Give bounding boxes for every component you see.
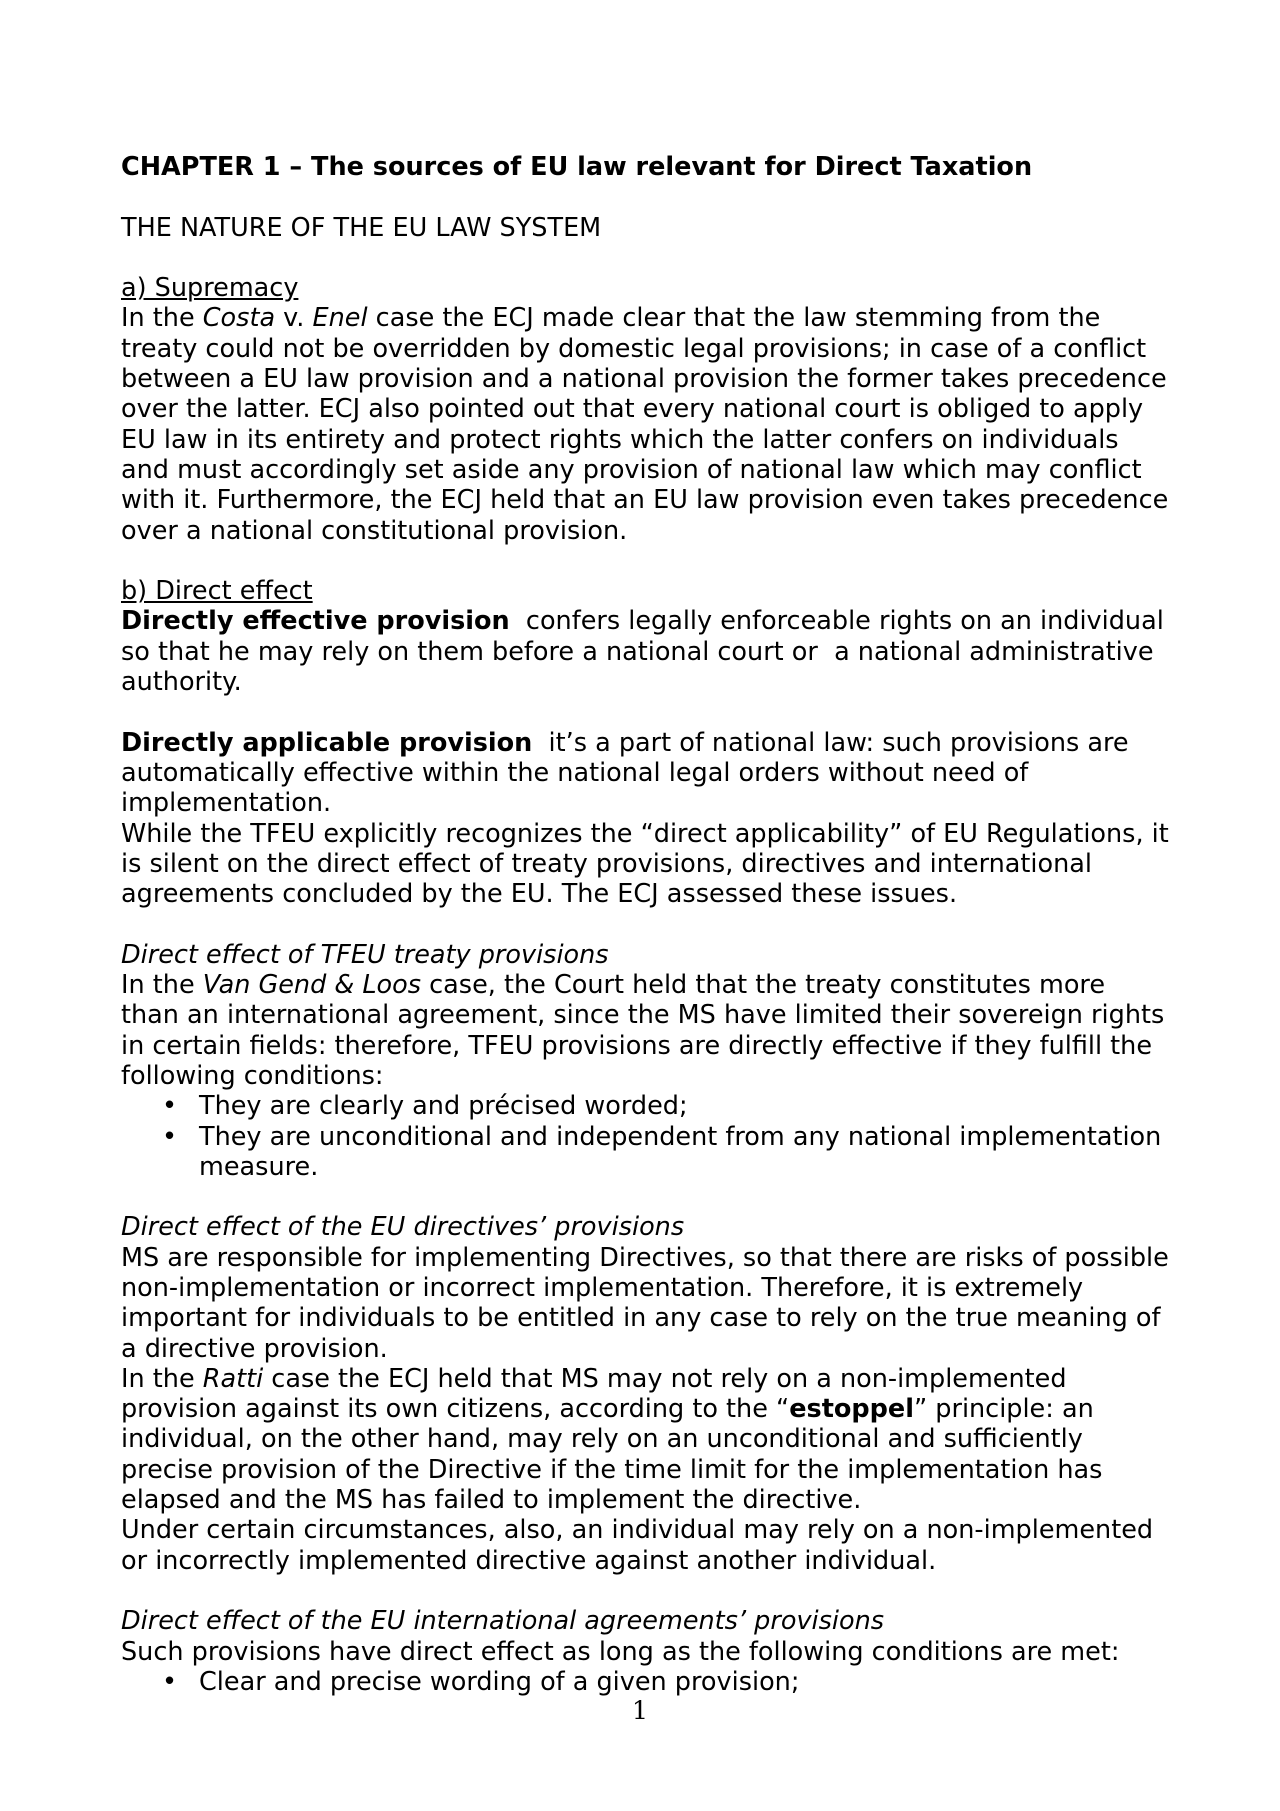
spacer	[121, 546, 1171, 576]
text-run: In the	[121, 303, 203, 334]
document-page	[121, 152, 1171, 1697]
term-estoppel: estoppel	[789, 1394, 914, 1425]
directly-applicable-paragraph	[121, 728, 1171, 819]
text-run: it’s a part of national law: such provisions are automatically effective within the national legal orders without need of implementation.	[121, 727, 1137, 819]
supremacy-heading: a) Supremacy	[121, 273, 299, 304]
chapter-title: CHAPTER 1 – The sources of EU law relevant for Direct Taxation	[121, 152, 1033, 182]
list-item	[121, 1667, 1171, 1697]
page-number: 1	[631, 1696, 649, 1726]
term-directly-applicable: Directly applicable provision	[121, 727, 533, 758]
tfeu-conditions-list	[121, 1091, 1171, 1182]
text-run: v.	[275, 303, 313, 334]
agreements-heading: Direct effect of the EU international agreements’ provisions	[121, 1606, 885, 1637]
term-directly-effective: Directly effective provision	[121, 606, 510, 637]
list-item	[121, 1122, 1171, 1183]
direct-effect-heading: b) Direct effect	[121, 576, 313, 607]
case-name-enel: Enel	[312, 303, 368, 334]
tfeu-heading: Direct effect of TFEU treaty provisions	[121, 939, 609, 970]
spacer	[121, 1576, 1171, 1606]
supremacy-paragraph	[121, 303, 1171, 545]
directives-heading: Direct effect of the EU directives’ provisions	[121, 1212, 685, 1243]
spacer	[121, 697, 1171, 727]
bullet-icon: •	[162, 1666, 178, 1697]
text-run: case the ECJ made clear that the law stemming from the treaty could not be overridden by domestic legal provisions; in case of a conflict between a EU law provision and a national provision the former takes precedence over the latter. ECJ also pointed out that every national court is obliged to apply EU law in its entirety and protect rights which the latter confers on individuals and must accordingly set aside any provision of national law which may conflict with it. Furthermore, the ECJ held that an EU law provision even takes precedence over a national constitutional provision.	[121, 303, 1169, 546]
bullet-icon: •	[162, 1121, 178, 1152]
text-run: confers legally enforceable rights on an individual so that he may rely on them before a national court or a national administrative authority.	[121, 606, 1172, 698]
list-item-text: They are unconditional and independent from any national implementation measure.	[199, 1121, 1162, 1182]
bullet-icon: •	[162, 1091, 178, 1122]
list-item-text: Clear and precise wording of a given provision;	[199, 1666, 800, 1697]
agreements-paragraph: Such provisions have direct effect as long as the following conditions are met:	[121, 1636, 1120, 1667]
section-title: THE NATURE OF THE EU LAW SYSTEM	[121, 212, 602, 243]
text-run: case, the Court held that the treaty constitutes more than an international agreement, since the MS have limited their sovereign rights in certain fields: therefore, TFEU provisions are directly effective if they fulfill the following conditions:	[121, 970, 1165, 1091]
text-run: In the	[121, 970, 203, 1001]
tfeu-paragraph	[121, 970, 1171, 1091]
case-name-costa: Costa	[202, 303, 276, 334]
tfeu-note-paragraph: While the TFEU explicitly recognizes the “direct applicability” of EU Regulations, it is silent on the direct effect of treaty provisions, directives and international agreements concluded by the EU. The ECJ assessed these issues.	[121, 818, 1169, 910]
directly-effective-paragraph	[121, 606, 1171, 697]
spacer	[121, 243, 1171, 273]
spacer	[121, 1182, 1171, 1212]
list-item	[121, 1091, 1171, 1121]
case-name-van-gend: Van Gend & Loos	[202, 970, 422, 1001]
case-name-ratti: Ratti	[202, 1363, 264, 1394]
spacer	[121, 909, 1171, 939]
list-item-text: They are clearly and précised worded;	[199, 1091, 688, 1122]
text-run: ” principle: an individual, on the other hand, may rely on an unconditional and sufficiently precise provision of the Directive if the time limit for the implementation has elapsed and the MS has failed to implement the directive.	[121, 1394, 1103, 1516]
directives-paragraph-1: MS are responsible for implementing Directives, so that there are risks of possible non-implementation or incorrect implementation. Therefore, it is extremely important for individuals to be entitled in any case to rely on the true meaning of a directive provision.	[121, 1242, 1169, 1364]
directives-paragraph-3: Under certain circumstances, also, an individual may rely on a non-implemented or incorrectly implemented directive against another individual.	[121, 1515, 1154, 1576]
text-run: In the	[121, 1363, 203, 1394]
text-run: case the ECJ held that MS may not rely on a non-implemented provision against its own citizens, according to the “	[121, 1363, 1067, 1425]
agreements-conditions-list	[121, 1667, 1171, 1697]
directives-paragraph-2	[121, 1364, 1171, 1515]
spacer	[121, 182, 1171, 212]
